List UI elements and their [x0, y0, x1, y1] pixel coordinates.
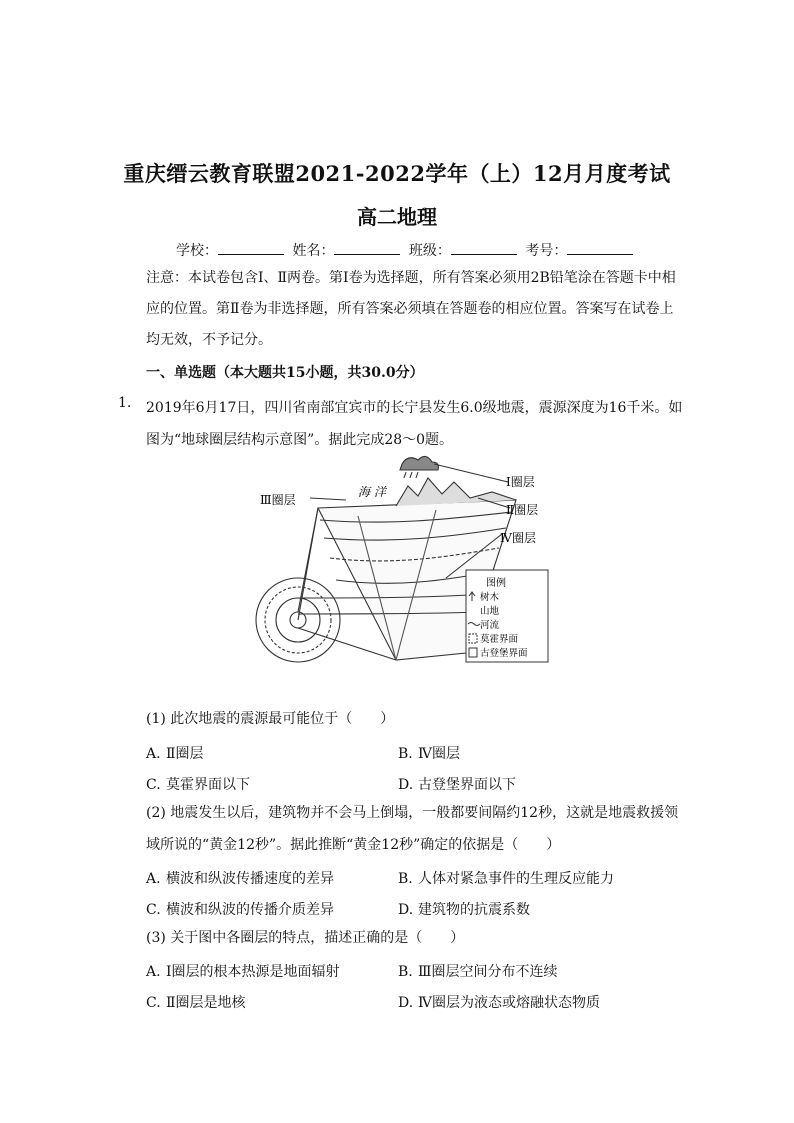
legend-item-river: 河流	[480, 620, 500, 631]
layer3-label: Ⅲ圈层	[260, 493, 296, 507]
sq1-option-b[interactable]: B. Ⅳ圈层	[398, 746, 460, 762]
class-label: 班级：	[408, 243, 451, 259]
sq1-option-a[interactable]: A. Ⅱ圈层	[146, 746, 204, 762]
class-blank[interactable]	[451, 242, 517, 255]
subject-title: 高二地理	[357, 205, 437, 229]
layer2-label: Ⅱ圈层	[506, 503, 539, 517]
sq2-option-b[interactable]: B. 人体对紧急事件的生理反应能力	[398, 871, 614, 887]
sub-question-2: (2) 地震发生以后，建筑物并不会马上倒塌，一般都要间隔约12秒，这就是地震救援领域所说的“黄金12秒”。据此推断“黄金12秒”确定的依据是（ ）	[146, 805, 679, 853]
legend-item-gutenberg: 古登堡界面	[480, 648, 528, 659]
exam-no-blank[interactable]	[567, 242, 633, 255]
earth-layers-diagram	[246, 448, 566, 678]
sq1-option-c[interactable]: C. 莫霍界面以下	[146, 777, 250, 793]
student-info-line	[176, 240, 637, 260]
sub-question-1: (1) 此次地震的震源最可能位于（ ）	[146, 711, 395, 727]
legend-title: 图例	[486, 578, 506, 589]
section-title: 一、单选题（本大题共15小题，共30.0分）	[146, 365, 424, 381]
exam-no-label: 考号：	[525, 243, 568, 259]
legend-item-mountain: 山地	[480, 606, 500, 617]
question-stem: 2019年6月17日，四川省南部宜宾市的长宁县发生6.0级地震，震源深度为16千米。如图为“地球圈层结构示意图”。据此完成28～0题。	[146, 400, 683, 448]
name-label: 姓名：	[292, 243, 335, 259]
sq2-option-a[interactable]: A. 横波和纵波传播速度的差异	[146, 871, 334, 887]
earth-layers-figure	[246, 448, 566, 678]
sub-question-3: (3) 关于图中各圈层的特点，描述正确的是（ ）	[146, 930, 465, 946]
school-label: 学校：	[176, 243, 218, 259]
layer4-label: Ⅳ圈层	[500, 531, 536, 545]
legend-item-tree: 树木	[480, 592, 500, 603]
exam-notice: 注意：本试卷包含Ⅰ、Ⅱ两卷。第Ⅰ卷为选择题，所有答案必须用2B铅笔涂在答题卡中相应的位置。第Ⅱ卷为非选择题，所有答案必须填在答题卷的相应位置。答案写在试卷上均无效，不予记分。	[146, 270, 676, 348]
sq3-option-d[interactable]: D. Ⅳ圈层为液态或熔融状态物质	[398, 995, 600, 1011]
sq1-option-d[interactable]: D. 古登堡界面以下	[398, 777, 516, 793]
name-blank[interactable]	[334, 242, 400, 255]
leader-layer3	[310, 498, 346, 500]
legend-item-moho: 莫霍界面	[480, 634, 519, 645]
school-blank[interactable]	[218, 242, 284, 255]
sq3-option-b[interactable]: B. Ⅲ圈层空间分布不连续	[398, 964, 558, 980]
question-number: 1.	[118, 395, 132, 411]
layer1-label: Ⅰ圈层	[506, 475, 535, 489]
leader-layer1	[434, 464, 508, 482]
ocean-label: 海 洋	[358, 485, 386, 499]
sq2-option-c[interactable]: C. 横波和纵波的传播介质差异	[146, 902, 334, 918]
exam-title: 重庆缙云教育联盟2021-2022学年（上）12月月度考试	[123, 161, 671, 186]
sq2-option-d[interactable]: D. 建筑物的抗震系数	[398, 902, 530, 918]
sq3-option-a[interactable]: A. Ⅰ圈层的根本热源是地面辐射	[146, 964, 340, 980]
sq3-option-c[interactable]: C. Ⅱ圈层是地核	[146, 995, 246, 1011]
